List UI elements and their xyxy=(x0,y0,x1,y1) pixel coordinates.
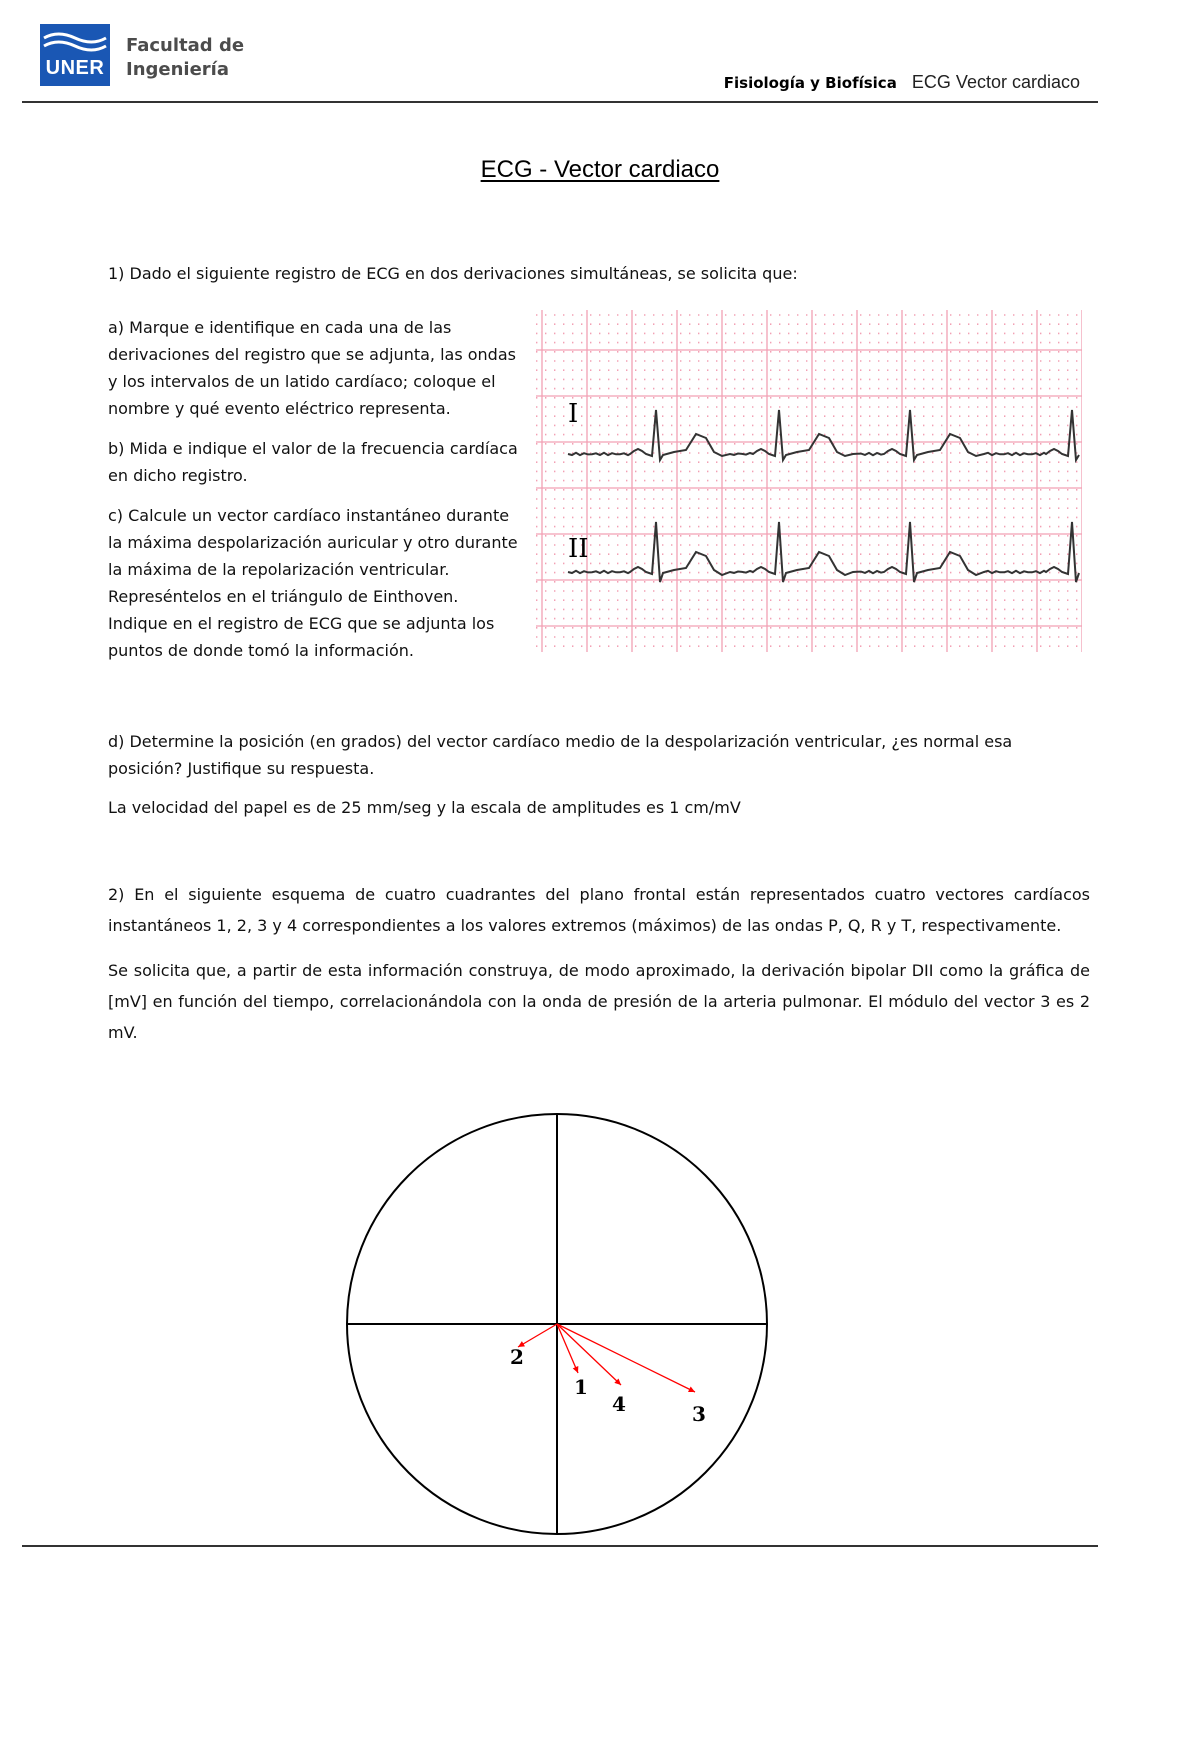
ecg-grid xyxy=(536,310,1082,652)
q2-text2: Se solicita que, a partir de esta información construya, de modo aproximado, la derivación bipolar DII como la gráfica de [mV] en función del tiempo, correlacionándola con la onda de presión de la arteria pulmonar. El módulo del vector 3 es 2 mV. xyxy=(108,961,1090,1042)
faculty-line2: Ingeniería xyxy=(126,59,229,80)
vector-2-arrow xyxy=(518,1324,557,1347)
q1-column xyxy=(108,314,518,677)
vector-1-arrow xyxy=(557,1324,578,1373)
header-divider xyxy=(22,101,1098,103)
vector-label-3: 3 xyxy=(692,1402,706,1426)
q1-item-c: c) Calcule un vector cardíaco instantáneo durante la máxima despolarización auricular y otro durante la máxima de la repolarización ventricular. Represéntelos en el triángulo de Einthoven. Indique en el registro de ECG que se adjunta los puntos de donde tomó la información. xyxy=(108,506,518,660)
uner-logo xyxy=(40,24,110,86)
page-title: ECG - Vector cardiaco xyxy=(480,156,720,183)
faculty-name xyxy=(126,34,244,82)
q2-text1: 2) En el siguiente esquema de cuatro cuadrantes del plano frontal están representados cuatro vectores cardíacos instantáneos 1, 2, 3 y 4 correspondientes a los valores extremos (máximos) de las ondas P, Q, R y T, respectivamente. xyxy=(108,885,1090,935)
wave-icon xyxy=(40,28,110,58)
q2-block xyxy=(108,879,1090,1048)
vector-label-4: 4 xyxy=(612,1392,626,1416)
q1-item-a: a) Marque e identifique en cada una de las derivaciones del registro que se adjunta, las ondas y los intervalos de un latido cardíaco; coloque el nombre y qué evento eléctrico representa. xyxy=(108,318,516,418)
topic-name: ECG Vector cardiaco xyxy=(911,72,1080,92)
course-name: Fisiología y Biofísica xyxy=(723,74,897,92)
lead-label-ii: II xyxy=(568,534,589,564)
ecg-figure xyxy=(536,310,1082,652)
vector-diagram xyxy=(345,1110,775,1540)
page-header-right xyxy=(724,72,1080,93)
lead-label-i: I xyxy=(568,399,579,429)
q1-item-d: d) Determine la posición (en grados) del vector cardíaco medio de la despolarización ventricular, ¿es normal esa posición? Justifique su respuesta. xyxy=(108,732,1013,778)
faculty-line1: Facultad de xyxy=(126,35,245,56)
q1-note: La velocidad del papel es de 25 mm/seg y la escala de amplitudes es 1 cm/mV xyxy=(108,798,741,817)
vector-4-arrow xyxy=(557,1324,621,1385)
vector-label-1: 1 xyxy=(574,1375,588,1399)
q1-item-b: b) Mida e indique el valor de la frecuencia cardíaca en dicho registro. xyxy=(108,439,518,485)
footer-divider xyxy=(22,1545,1098,1547)
vector-label-2: 2 xyxy=(510,1345,524,1369)
q1-intro: 1) Dado el siguiente registro de ECG en dos derivaciones simultáneas, se solicita que: xyxy=(108,264,798,283)
q1-item-d-block xyxy=(108,728,1090,821)
logo-word: UNER xyxy=(45,57,105,79)
